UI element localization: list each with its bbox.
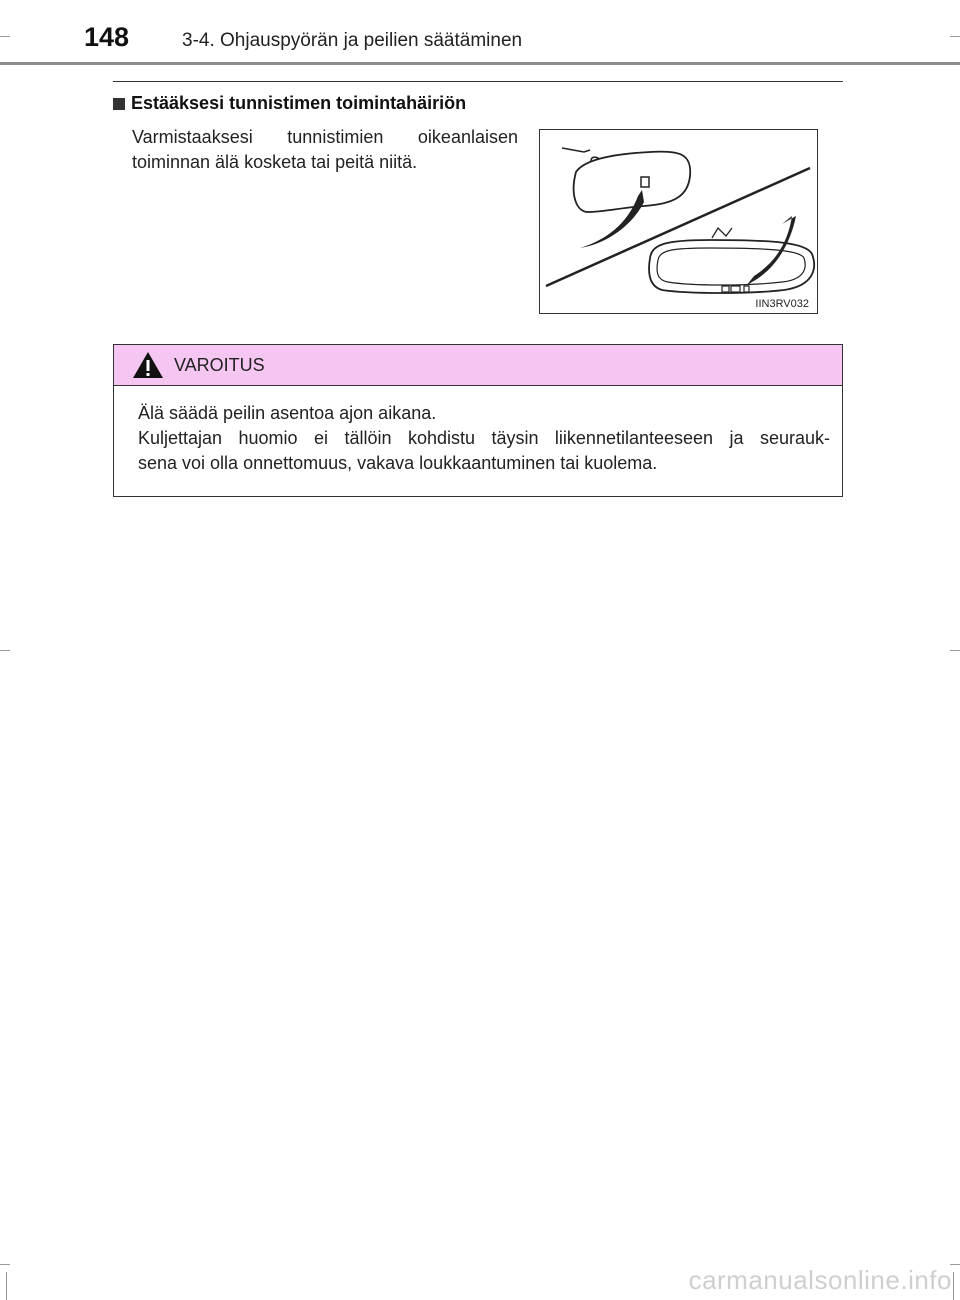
section-heading-text: Estääksesi tunnistimen toimintahäiriön xyxy=(131,93,467,113)
warning-line: Älä säädä peilin asentoa ajon aikana. xyxy=(138,403,437,423)
warning-box xyxy=(113,344,843,497)
watermark: carmanualsonline.info xyxy=(688,1265,952,1295)
square-bullet-icon xyxy=(113,98,125,110)
sensor-icon xyxy=(731,286,740,292)
crop-mark xyxy=(0,1264,10,1265)
mirror-sensor-illustration xyxy=(539,129,818,314)
mirror-housing-icon xyxy=(574,152,691,212)
figure-code: IIN3RV032 xyxy=(755,298,809,310)
section-heading xyxy=(113,93,466,114)
warning-line: Kuljettajan huomio ei tällöin kohdistu täysin liikennetilanteeseen ja seurauk- xyxy=(138,428,830,448)
mirror-illustration-svg xyxy=(540,130,817,313)
chapter-title: 3-4. Ohjauspyörän ja peilien säätäminen xyxy=(182,30,523,51)
crop-mark xyxy=(0,650,10,651)
sensor-icon xyxy=(641,177,649,187)
warning-triangle-icon xyxy=(132,351,164,379)
mirror-stem-icon xyxy=(712,228,732,238)
warning-label: VAROITUS xyxy=(174,355,265,375)
crop-mark xyxy=(6,1272,7,1300)
body-line: Varmistaaksesi tunnistimien oikeanlaisen xyxy=(132,127,518,147)
warning-header xyxy=(114,345,842,386)
warning-body xyxy=(138,401,830,476)
page-number: 148 xyxy=(84,22,130,52)
sensor-icon xyxy=(722,286,729,292)
sensor-icon xyxy=(744,286,749,292)
crop-mark xyxy=(953,1272,954,1300)
crop-mark xyxy=(950,650,960,651)
section-body xyxy=(132,125,518,175)
page-header xyxy=(0,0,960,66)
header-rule xyxy=(0,62,960,65)
body-line: toiminnan älä kosketa tai peitä niitä. xyxy=(132,152,418,172)
mirror-back-icon xyxy=(562,148,590,152)
warning-line: sena voi olla onnettomuus, vakava loukkaantuminen tai kuolema. xyxy=(138,453,658,473)
section-divider xyxy=(113,81,843,82)
